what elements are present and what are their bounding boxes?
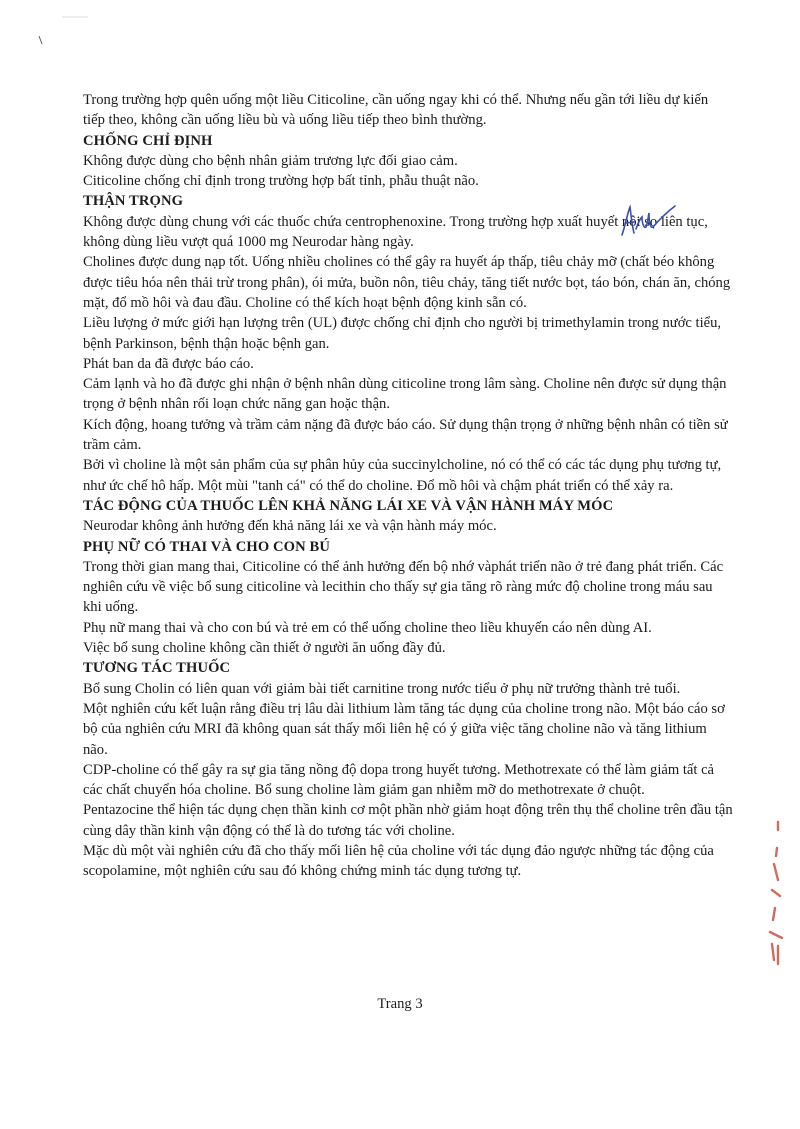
contraindications-line: Citicoline chống chỉ định trong trường hợp bất tỉnh, phẫu thuật não. [83, 173, 479, 190]
precautions-line: Phát ban da đã được báo cáo. [83, 355, 254, 372]
interactions-line: CDP-choline có thể gây ra sự gia tăng nồng độ dopa trong huyết tương. Methotrexate có thể làm giảm tất cả các chất chuyển hóa choline. Bổ sung choline làm giảm gan nhiễm mỡ do methotrexate ở chuột. [83, 761, 715, 799]
section-title-precautions: THẬN TRỌNG [83, 193, 184, 210]
section-title-pregnancy: PHỤ NỮ CÓ THAI VÀ CHO CON BÚ [83, 538, 330, 555]
intro-paragraph: Trong trường hợp quên uống một liều Citicoline, cần uống ngay khi có thể. Nhưng nếu gần tới liều dự kiến tiếp theo, không cần uống liều bù và uống liều tiếp theo bình thường. [83, 92, 709, 129]
interactions-line: Pentazocine thể hiện tác dụng chẹn thần kinh cơ một phần nhờ giảm hoạt động trên thụ thể choline trên đầu tận cùng dây thần kinh vận động có thể là do tương tác với choline. [83, 802, 733, 839]
precautions-line: Liều lượng ở mức giới hạn lượng trên (UL) được chống chỉ định cho người bị trimethylamin trong nước tiểu, bệnh Parkinson, bệnh thận hoặc bệnh gan. [83, 315, 722, 352]
interactions-line: Một nghiên cứu kết luận rằng điều trị lâu dài lithium làm tăng tác dụng của choline trong não. Một báo cáo sơ bộ của nghiên cứu MRI đã không quan sát thấy mối liên hệ có ý giữa việc tăng choline não và tăng lithium não. [83, 700, 725, 758]
precautions-line: Kích động, hoang tưởng và trầm cảm nặng đã được báo cáo. Sử dụng thận trọng ở những bệnh nhân có tiền sử trầm cảm. [83, 416, 728, 454]
red-stamp-edge [764, 820, 788, 970]
precautions-line: Cholines được dung nạp tốt. Uống nhiều cholines có thể gây ra huyết áp thấp, tiêu chảy mỡ (chất béo không được tiêu hóa nên thải trừ trong phân), ói mửa, buồn nôn, tiêu chảy, tăng tiết nước bọt, táo bón, chán ăn, chóng mặt, đổ mồ hôi và đau đầu. Choline có thể kích hoạt bệnh động kinh sẵn có. [83, 254, 731, 311]
pregnancy-line: Trong thời gian mang thai, Citicoline có thể ảnh hưởng đến bộ nhớ vàphát triển não ở trẻ đang phát triển. Các nghiên cứu về việc bổ sung citicoline và lecithin cho thấy sự gia tăng rõ ràng mức độ choline trong máu sau khi uống. [83, 558, 724, 616]
precautions-line: Không được dùng chung với các thuốc chứa centrophenoxine. Trong trường hợp xuất huyết nội sọ liên tục, không dùng liều vượt quá 1000 mg Neurodar hàng ngày. [83, 213, 708, 251]
interactions-line: Mặc dù một vài nghiên cứu đã cho thấy mối liên hệ của choline với tác dụng đảo ngược những tác động của scopolamine, một nghiên cứu sau đó không chứng minh tác dụng tương tự. [83, 842, 714, 880]
handwritten-signature [618, 203, 678, 239]
pregnancy-line: Phụ nữ mang thai và cho con bú và trẻ em có thể uống choline theo liều khuyến cáo nên dùng AI. [83, 619, 652, 636]
section-title-contraindications: CHỐNG CHỈ ĐỊNH [83, 132, 213, 149]
interactions-line: Bổ sung Cholin có liên quan với giảm bài tiết carnitine trong nước tiểu ở phụ nữ trưởng thành trẻ tuổi. [83, 680, 681, 697]
section-title-driving: TÁC ĐỘNG CỦA THUỐC LÊN KHẢ NĂNG LÁI XE VÀ VẬN HÀNH MÁY MÓC [83, 497, 614, 514]
section-title-interactions: TƯƠNG TÁC THUỐC [83, 660, 231, 677]
scan-speck [60, 14, 90, 20]
pregnancy-line: Việc bổ sung choline không cần thiết ở người ăn uống đầy đủ. [83, 640, 446, 657]
contraindications-line: Không được dùng cho bệnh nhân giảm trương lực đối giao cảm. [83, 152, 458, 169]
precautions-line: Cảm lạnh và ho đã được ghi nhận ở bệnh nhân dùng citicoline trong lâm sàng. Choline nên được sử dụng thận trọng ở bệnh nhân rối loạn chức năng gan hoặc thận. [83, 376, 727, 413]
driving-line: Neurodar không ảnh hưởng đến khả năng lái xe và vận hành máy móc. [83, 518, 497, 535]
page-number: Trang 3 [377, 996, 423, 1012]
precautions-line: Bởi vì choline là một sản phẩm của sự phân hủy của succinylcholine, nó có thể có các tác dụng phụ tương tự, như ức chế hô hấp. Một mùi "tanh cá" có thể do choline. Đổ mồ hôi và chậm phát triển có thể xảy ra. [83, 457, 722, 494]
scan-speck [36, 34, 46, 46]
